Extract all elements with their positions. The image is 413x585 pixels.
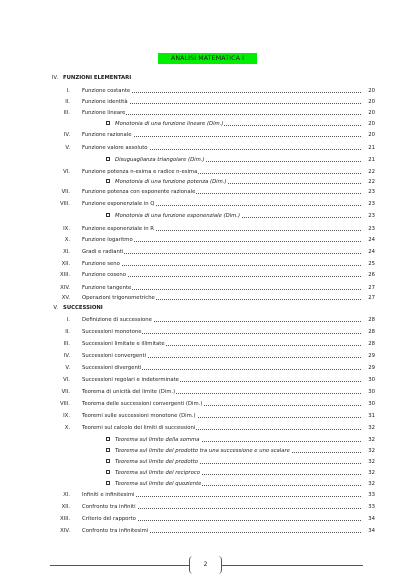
toc-entry-label: Teorema sul limite del quoziente <box>115 481 202 487</box>
toc-entry-page: 28 <box>368 329 375 335</box>
toc-entry-page: 23 <box>368 213 375 219</box>
toc-entry-number: VI. <box>63 377 70 383</box>
toc-entry-number: XV. <box>61 295 70 301</box>
toc-entry-label: Funzione potenza con esponente razionale <box>82 189 196 195</box>
toc-entry-label: Gradi e radianti <box>82 249 124 255</box>
toc-entry-label: Teoremi sul calcolo dei limiti di successioni <box>82 425 196 431</box>
toc-entry[interactable] <box>0 363 413 373</box>
toc-entry-label: Monotonia di una funzione lineare (Dim.) <box>115 121 224 127</box>
toc-entry[interactable] <box>0 526 413 536</box>
toc-entry[interactable] <box>0 224 413 234</box>
toc-entry-page: 20 <box>368 99 375 105</box>
footer-rule-left <box>50 565 189 566</box>
toc-entry-page: 24 <box>368 237 375 243</box>
toc-entry[interactable] <box>0 235 413 245</box>
toc-entry-number: XIV. <box>60 285 70 291</box>
toc-entry-label: Funzione costante <box>82 88 131 94</box>
toc-entry-page: 20 <box>368 110 375 116</box>
toc-entry[interactable] <box>0 177 413 187</box>
toc-entry-number: IV. <box>63 132 70 138</box>
toc-entry[interactable] <box>0 199 413 209</box>
toc-entry[interactable] <box>0 468 413 478</box>
toc-entry-page: 31 <box>368 413 375 419</box>
page-number: 2 <box>189 556 222 574</box>
footer-rule-right <box>220 565 363 566</box>
toc-entry[interactable] <box>0 490 413 500</box>
toc-entry-page: 29 <box>368 365 375 371</box>
toc-entry[interactable] <box>0 293 413 303</box>
toc-entry[interactable] <box>0 303 413 313</box>
toc-entry-number: IV. <box>63 353 70 359</box>
toc-entry-number: XIV. <box>60 528 70 534</box>
toc-entry[interactable] <box>0 387 413 397</box>
bullet-icon <box>106 481 110 485</box>
toc-entry-page: 34 <box>368 516 375 522</box>
toc-entry-label: Teorema sul limite della somma <box>115 437 200 443</box>
toc-entry-number: VII. <box>61 189 70 195</box>
toc-entry-page: 23 <box>368 201 375 207</box>
toc-entry[interactable] <box>0 423 413 433</box>
toc-entry[interactable] <box>0 375 413 385</box>
toc-entry-label: Teorema sul limite del reciproco <box>115 470 201 476</box>
bullet-icon <box>106 121 110 125</box>
toc-entry-number: II. <box>65 99 70 105</box>
toc-entry[interactable] <box>0 327 413 337</box>
toc-entry-page: 22 <box>368 179 375 185</box>
bullet-icon <box>106 448 110 452</box>
toc-entry-label: Funzione valore assoluto <box>82 145 148 151</box>
toc-entry-number: III. <box>63 110 70 116</box>
toc-entry-label: Teoremi sulle successioni monotone (Dim.) <box>82 413 196 419</box>
toc-entry[interactable] <box>0 399 413 409</box>
toc-entry-page: 32 <box>368 448 375 454</box>
toc-entry-label: Confronto tra infinitesimi <box>82 528 149 534</box>
toc-entry-number: I. <box>66 88 70 94</box>
toc-entry-number: VII. <box>61 389 70 395</box>
toc-entry[interactable] <box>0 411 413 421</box>
toc-entry-number: VI. <box>63 169 70 175</box>
toc-entry-page: 33 <box>368 492 375 498</box>
toc-entry-label: Teorema delle successioni convergenti (Dim.) <box>82 401 203 407</box>
toc-entry-page: 26 <box>368 272 375 278</box>
toc-entry-label: Funzione esponenziale in R <box>82 226 154 232</box>
toc-entry-number: XI. <box>63 249 70 255</box>
toc-entry[interactable] <box>0 167 413 177</box>
toc-entry-page: 21 <box>368 157 375 163</box>
toc-entry-label: SUCCESSIONI <box>63 305 103 311</box>
toc-entry-page: 24 <box>368 249 375 255</box>
toc-entry-number: V. <box>65 145 70 151</box>
toc-entry[interactable] <box>0 119 413 129</box>
toc-entry-label: Monotonia di una funzione esponenziale (Dim.) <box>115 213 241 219</box>
toc-entry-page: 30 <box>368 401 375 407</box>
toc-entry-number: X. <box>64 237 70 243</box>
toc-entry-number: IV. <box>51 75 58 81</box>
toc-entry-label: Funzione tangente <box>82 285 132 291</box>
toc-entry[interactable] <box>0 259 413 269</box>
toc-entry-label: Funzione seno <box>82 261 120 267</box>
toc-entry-label: Successioni convergenti <box>82 353 147 359</box>
toc-entry-label: Teorema sul limite del prodotto tra una successione e uno scalare <box>115 448 290 454</box>
toc-entry-page: 23 <box>368 226 375 232</box>
toc-entry-label: Infiniti e infinitesimi <box>82 492 135 498</box>
toc-entry[interactable] <box>0 446 413 456</box>
toc-entry-label: Funzione coseno <box>82 272 127 278</box>
toc-entry-page: 20 <box>368 132 375 138</box>
toc-leader-dots <box>82 265 361 266</box>
toc-entry-page: 32 <box>368 481 375 487</box>
toc-entry-page: 28 <box>368 317 375 323</box>
toc-entry-label: Monotonia di una funzione potenza (Dim.) <box>115 179 227 185</box>
toc-entry-number: XIII. <box>60 516 70 522</box>
toc-entry[interactable] <box>0 155 413 165</box>
toc-entry-number: II. <box>65 329 70 335</box>
toc-entry-page: 32 <box>368 437 375 443</box>
toc-entry-label: Successioni regolari e indeterminate <box>82 377 179 383</box>
bullet-icon <box>106 470 110 474</box>
toc-entry[interactable] <box>0 108 413 118</box>
toc-entry-label: Funzione identità <box>82 99 128 105</box>
document-title: ANALISI MATEMATICA I <box>158 53 257 64</box>
toc-entry[interactable] <box>0 351 413 361</box>
toc-entry-page: 33 <box>368 504 375 510</box>
toc-entry-number: V. <box>53 305 58 311</box>
toc-entry-label: Funzione potenza n-esima e radice n-esima <box>82 169 198 175</box>
toc-entry-number: IX. <box>63 413 70 419</box>
toc-entry[interactable] <box>0 187 413 197</box>
toc-entry-label: Funzione razionale <box>82 132 132 138</box>
bullet-icon <box>106 179 110 183</box>
toc-entry-page: 21 <box>368 145 375 151</box>
toc-entry[interactable] <box>0 143 413 153</box>
toc-entry-number: XIII. <box>60 272 70 278</box>
toc-entry[interactable] <box>0 457 413 467</box>
toc-entry-page: 20 <box>368 121 375 127</box>
toc-entry-label: Criterio del rapporto <box>82 516 136 522</box>
toc-entry-page: 32 <box>368 470 375 476</box>
bullet-icon <box>106 437 110 441</box>
toc-entry-page: 20 <box>368 88 375 94</box>
toc-entry-number: VIII. <box>60 401 70 407</box>
toc-entry[interactable] <box>0 283 413 293</box>
toc-entry-page: 27 <box>368 295 375 301</box>
toc-entry-page: 28 <box>368 341 375 347</box>
toc-entry-page: 32 <box>368 459 375 465</box>
toc-entry-page: 27 <box>368 285 375 291</box>
toc-entry-label: Teorema di unicità del limite (Dim.) <box>82 389 176 395</box>
toc-entry[interactable] <box>0 479 413 489</box>
toc-entry-number: XII. <box>61 504 70 510</box>
toc-entry-label: Disuguaglianza triangolare (Dim.) <box>115 157 205 163</box>
toc-entry[interactable] <box>0 502 413 512</box>
toc-entry-label: Definizione di successione <box>82 317 152 323</box>
toc-entry-page: 22 <box>368 169 375 175</box>
toc-entry-label: Successioni divergenti <box>82 365 142 371</box>
toc-entry-number: IX. <box>63 226 70 232</box>
toc-entry[interactable] <box>0 270 413 280</box>
toc-entry-page: 23 <box>368 189 375 195</box>
toc-entry-label: FUNZIONI ELEMENTARI <box>63 75 132 81</box>
toc-entry-page: 30 <box>368 377 375 383</box>
toc-entry-label: Funzione esponenziale in Q <box>82 201 155 207</box>
toc-entry[interactable] <box>0 339 413 349</box>
toc-entry-number: V. <box>65 365 70 371</box>
toc-entry-label: Operazioni trigonometriche <box>82 295 155 301</box>
toc-entry[interactable] <box>0 514 413 524</box>
toc-entry-number: I. <box>66 317 70 323</box>
bullet-icon <box>106 213 110 217</box>
toc-entry-label: Successioni limitate e illimitate <box>82 341 165 347</box>
toc-entry-page: 25 <box>368 261 375 267</box>
toc-entry-label: Successioni monotone <box>82 329 142 335</box>
toc-entry-page: 29 <box>368 353 375 359</box>
bullet-icon <box>106 157 110 161</box>
toc-entry-label: Funzione lineare <box>82 110 126 116</box>
toc-entry-number: X. <box>64 425 70 431</box>
toc-entry[interactable] <box>0 130 413 140</box>
toc-entry[interactable] <box>0 435 413 445</box>
toc-entry-page: 34 <box>368 528 375 534</box>
toc-entry[interactable] <box>0 73 413 83</box>
toc-entry-label: Teorema sul limite del prodotto <box>115 459 199 465</box>
toc-entry-page: 32 <box>368 425 375 431</box>
toc-entry-label: Confronto tra infiniti <box>82 504 136 510</box>
toc-entry[interactable] <box>0 247 413 257</box>
toc-entry-page: 30 <box>368 389 375 395</box>
toc-entry-label: Funzione logaritmo <box>82 237 133 243</box>
toc-entry[interactable] <box>0 97 413 107</box>
toc-entry[interactable] <box>0 315 413 325</box>
bullet-icon <box>106 459 110 463</box>
toc-entry-number: VIII. <box>60 201 70 207</box>
toc-entry-number: III. <box>63 341 70 347</box>
toc-entry[interactable] <box>0 86 413 96</box>
toc-entry[interactable] <box>0 211 413 221</box>
toc-entry-number: XII. <box>61 261 70 267</box>
toc-entry-number: XI. <box>63 492 70 498</box>
